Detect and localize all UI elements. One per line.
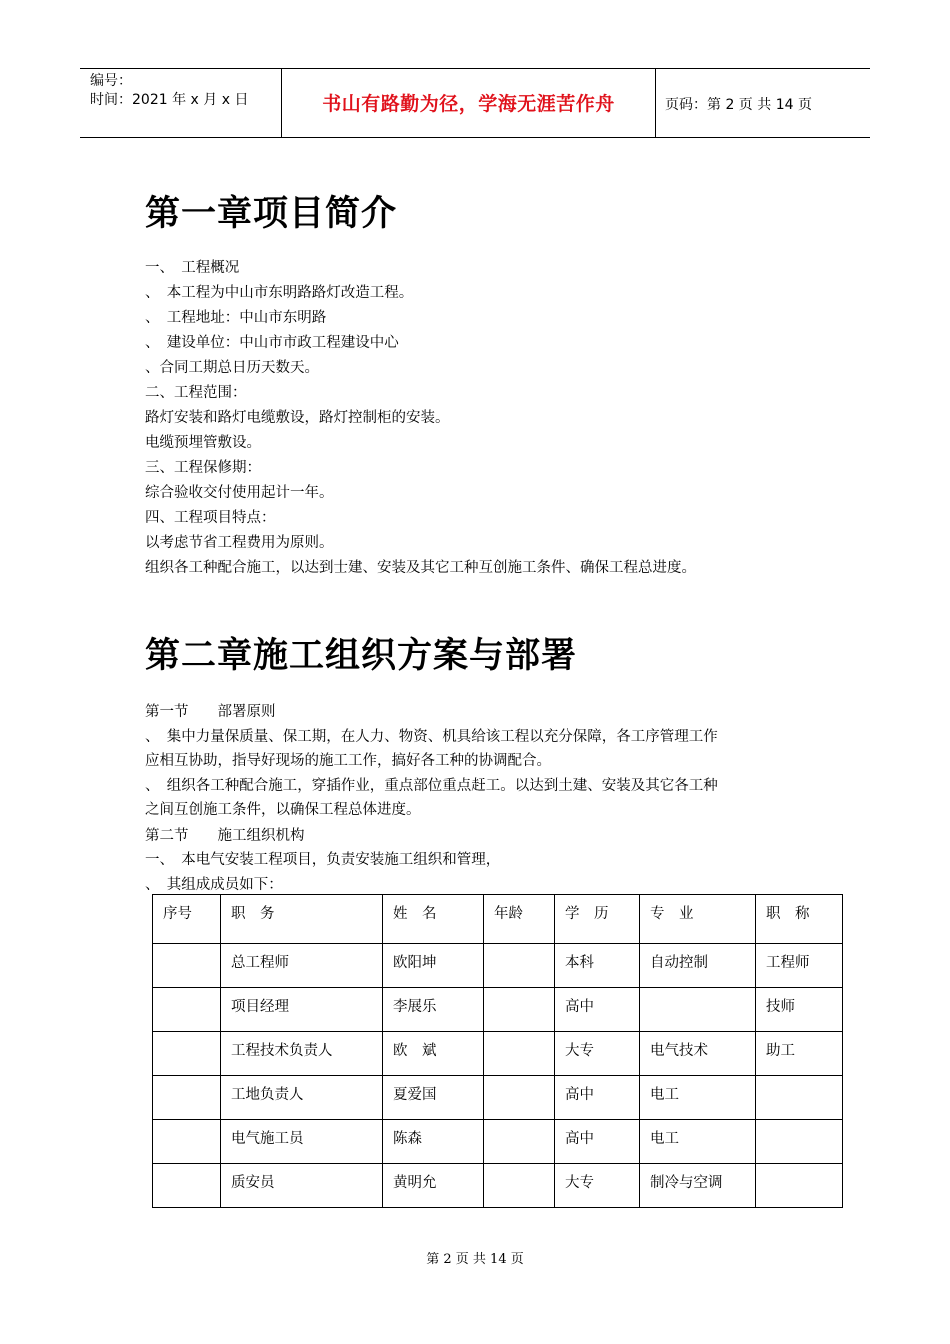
table-row [153, 1164, 843, 1208]
table-cell: 黄明允 [383, 1164, 484, 1208]
text-line: 、 本工程为中山市东明路路灯改造工程。 [145, 285, 414, 301]
table-row [153, 1076, 843, 1120]
text-line: 之间互创施工条件，以确保工程总体进度。 [145, 802, 421, 818]
table-cell: 本科 [555, 944, 640, 988]
table-cell [484, 988, 555, 1032]
table-cell [484, 1076, 555, 1120]
table-cell: 陈森 [383, 1120, 484, 1164]
header-divider [655, 69, 656, 137]
table-cell: 工地负责人 [221, 1076, 383, 1120]
text-line: 、合同工期总日历天数天。 [145, 360, 319, 376]
section-heading: 第二节 施工组织机构 [145, 828, 305, 844]
table-cell [484, 1164, 555, 1208]
text-line: 、 工程地址：中山市东明路 [145, 310, 327, 326]
table-cell [153, 944, 221, 988]
table-cell: 大专 [555, 1164, 640, 1208]
text-line: 、 集中力量保质量、保工期，在人力、物资、机具给该工程以充分保障，各工序管理工作 [145, 729, 718, 745]
table-cell: 高中 [555, 1076, 640, 1120]
text-line: 以考虑节省工程费用为原则。 [145, 535, 334, 551]
table-cell: 总工程师 [221, 944, 383, 988]
table-cell: 技师 [756, 988, 843, 1032]
text-line: 二、工程范围： [145, 385, 247, 401]
table-cell: 夏爱国 [383, 1076, 484, 1120]
table-cell [756, 1120, 843, 1164]
table-cell [153, 1076, 221, 1120]
column-header: 职 务 [221, 895, 383, 944]
table-cell [756, 1164, 843, 1208]
document-time: 时间：2021 年 x 月 x 日 [90, 92, 249, 108]
table-row [153, 944, 843, 988]
table-cell: 自动控制 [640, 944, 756, 988]
table-cell: 电工 [640, 1120, 756, 1164]
text-line: 一、 工程概况 [145, 260, 240, 276]
table-cell [153, 1032, 221, 1076]
page-header [80, 68, 870, 138]
header-motto: 书山有路勤为径，学海无涯苦作舟 [322, 93, 615, 115]
table-header-row [153, 895, 843, 944]
table-cell: 欧阳坤 [383, 944, 484, 988]
table-cell: 制冷与空调 [640, 1164, 756, 1208]
table-cell: 电气技术 [640, 1032, 756, 1076]
chapter2-title: 第二章施工组织方案与部署 [145, 636, 578, 676]
table-row [153, 988, 843, 1032]
text-line: 组织各工种配合施工，以达到士建、安装及其它工种互创施工条件、确保工程总进度。 [145, 560, 696, 576]
table-cell [484, 1032, 555, 1076]
column-header: 学 历 [555, 895, 640, 944]
text-line: 三、工程保修期： [145, 460, 261, 476]
table-cell: 李展乐 [383, 988, 484, 1032]
column-header: 年龄 [484, 895, 555, 944]
section-heading: 第一节 部署原则 [145, 704, 276, 720]
table-row [153, 1120, 843, 1164]
header-meta [90, 72, 248, 110]
table-cell: 助工 [756, 1032, 843, 1076]
text-line: 应相互协助，指导好现场的施工工作，搞好各工种的协调配合。 [145, 753, 551, 769]
table-cell [484, 1120, 555, 1164]
text-line: 综合验收交付使用起计一年。 [145, 485, 334, 501]
table-cell [153, 1120, 221, 1164]
table-cell [756, 1076, 843, 1120]
staff-table [152, 894, 843, 1208]
text-line: 电缆预埋管敷设。 [145, 435, 261, 451]
table-row [153, 1032, 843, 1076]
table-cell [153, 1164, 221, 1208]
chapter1-title: 第一章项目简介 [145, 194, 398, 234]
table-cell: 电气施工员 [221, 1120, 383, 1164]
document-number-label: 编号： [90, 73, 132, 89]
table-cell [153, 988, 221, 1032]
table-cell: 欧 斌 [383, 1032, 484, 1076]
table-cell: 高中 [555, 988, 640, 1032]
text-line: 、 建设单位：中山市市政工程建设中心 [145, 335, 399, 351]
text-line: 一、 本电气安装工程项目，负责安装施工组织和管理， [145, 852, 501, 868]
page-footer: 第 2 页 共 14 页 [426, 1252, 524, 1267]
column-header: 姓 名 [383, 895, 484, 944]
table-cell: 大专 [555, 1032, 640, 1076]
text-line: 路灯安装和路灯电缆敷设，路灯控制柜的安装。 [145, 410, 450, 426]
table-cell: 质安员 [221, 1164, 383, 1208]
table-cell [640, 988, 756, 1032]
header-page-info: 页码：第 2 页 共 14 页 [665, 97, 812, 113]
table-cell: 工程技术负责人 [221, 1032, 383, 1076]
text-line: 、 其组成成员如下： [145, 877, 283, 893]
table-cell: 高中 [555, 1120, 640, 1164]
text-line: 四、工程项目特点： [145, 510, 276, 526]
column-header: 序号 [153, 895, 221, 944]
table-cell: 工程师 [756, 944, 843, 988]
table-cell: 电工 [640, 1076, 756, 1120]
table-cell: 项目经理 [221, 988, 383, 1032]
column-header: 职 称 [756, 895, 843, 944]
column-header: 专 业 [640, 895, 756, 944]
table-cell [484, 944, 555, 988]
text-line: 、 组织各工种配合施工，穿插作业，重点部位重点赶工。以达到土建、安装及其它各工种 [145, 778, 718, 794]
